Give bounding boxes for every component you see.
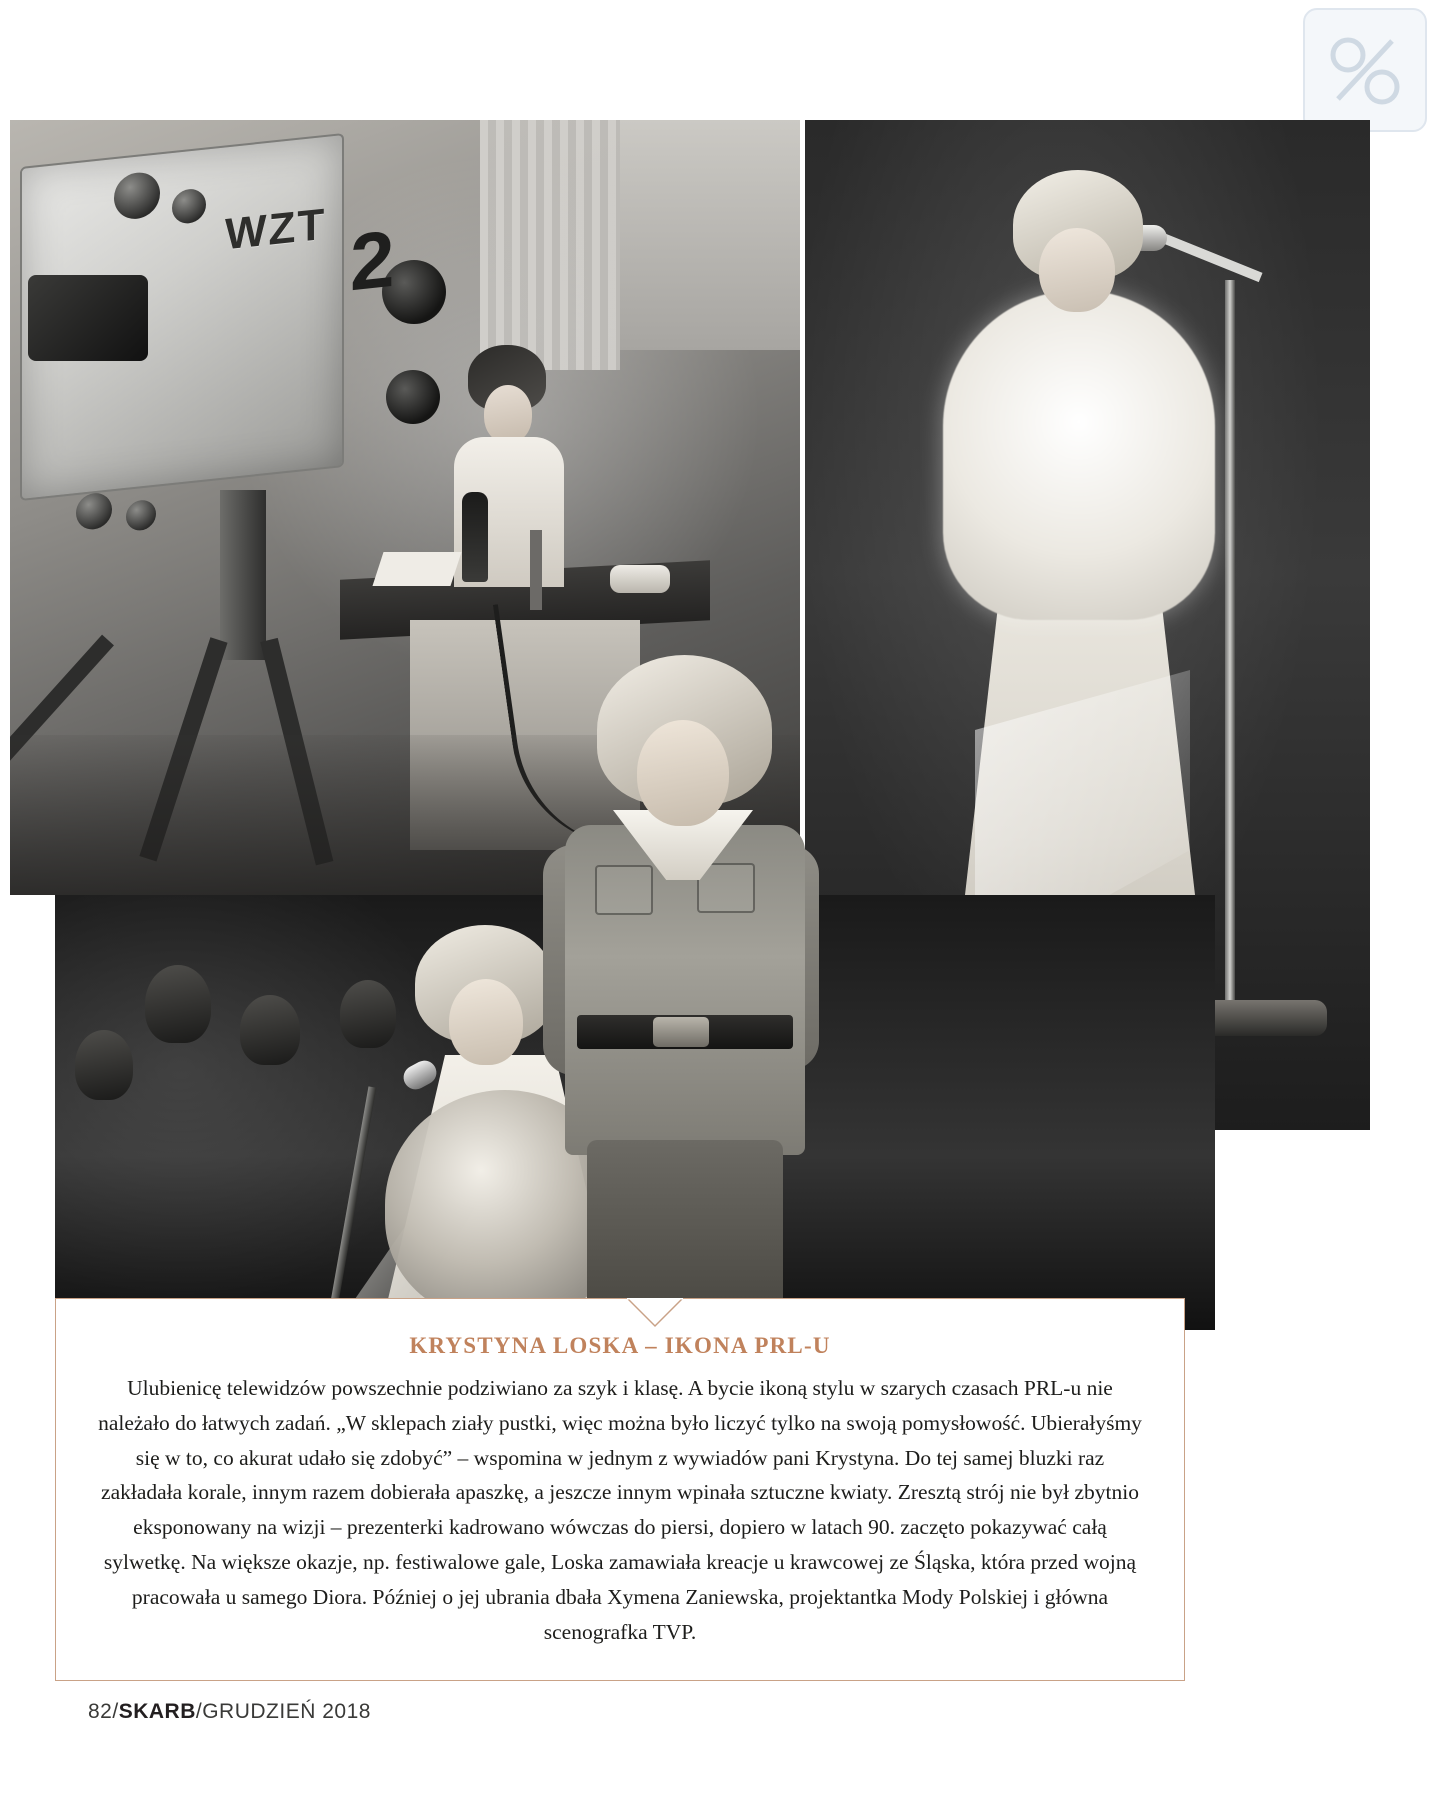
footer-magazine-name: SKARB — [118, 1700, 196, 1723]
handheld-microphone — [399, 1056, 440, 1093]
camera-lens — [28, 275, 148, 361]
studio-window — [480, 120, 620, 370]
desk-microphone — [462, 492, 488, 582]
camera-pedestal — [220, 490, 266, 660]
caption-body: Ulubienicę telewidzów powszechnie podziwiano za szyk i klasę. A bycie ikoną stylu w szarych czasach PRL-u nie należało do łatwych zadań. „W sklepach ziały pustki, więc można było liczyć tylko na swoją pomysłowość. Ubierałyśmy się w to, co akurat udało się zdobyć” – wspomina w jednym z wywiadów pani Krystyna. Do tej samej bluzki raz zakładała korale, innym razem dobierała apaszkę, a jeszcze innym wpinała sztuczne kwiaty. Zresztą strój nie był zbytnio eksponowany na wizji – prezenterki kadrowano wówczas do piersi, dopiero w latach 90. zaczęto pokazywać całą sylwetkę. Na większe okazje, np. festiwalowe gale, Loska zamawiała kreacje u krawcowej ze Śląska, która przed wojną pracowała u samego Diora. Później o jej ubrania dbała Xymena Zaniewska, projektantka Mody Polskiej i główna scenografka TVP. — [98, 1376, 1142, 1644]
camera-brand-label: WZT — [225, 199, 327, 260]
safari-outfit-photo — [525, 545, 835, 1330]
face — [637, 720, 729, 826]
script-paper — [372, 552, 461, 586]
camera-turret-disc — [386, 370, 440, 424]
page-footer — [88, 1700, 371, 1724]
photo-collage — [0, 120, 1380, 1310]
caption-title: KRYSTYNA LOSKA – IKONA PRL-U — [409, 1333, 831, 1358]
belt-buckle — [653, 1017, 709, 1047]
footer-issue: /GRUDZIEŃ 2018 — [195, 1700, 371, 1723]
shirt-pocket — [595, 865, 653, 915]
caption-pointer — [627, 1298, 683, 1328]
footer-page-number: 82/ — [88, 1700, 119, 1723]
caption-box — [55, 1298, 1185, 1681]
studio-wall — [620, 120, 800, 350]
camera-number-label: 2 — [350, 213, 395, 308]
percent-logo-icon — [1303, 8, 1427, 132]
